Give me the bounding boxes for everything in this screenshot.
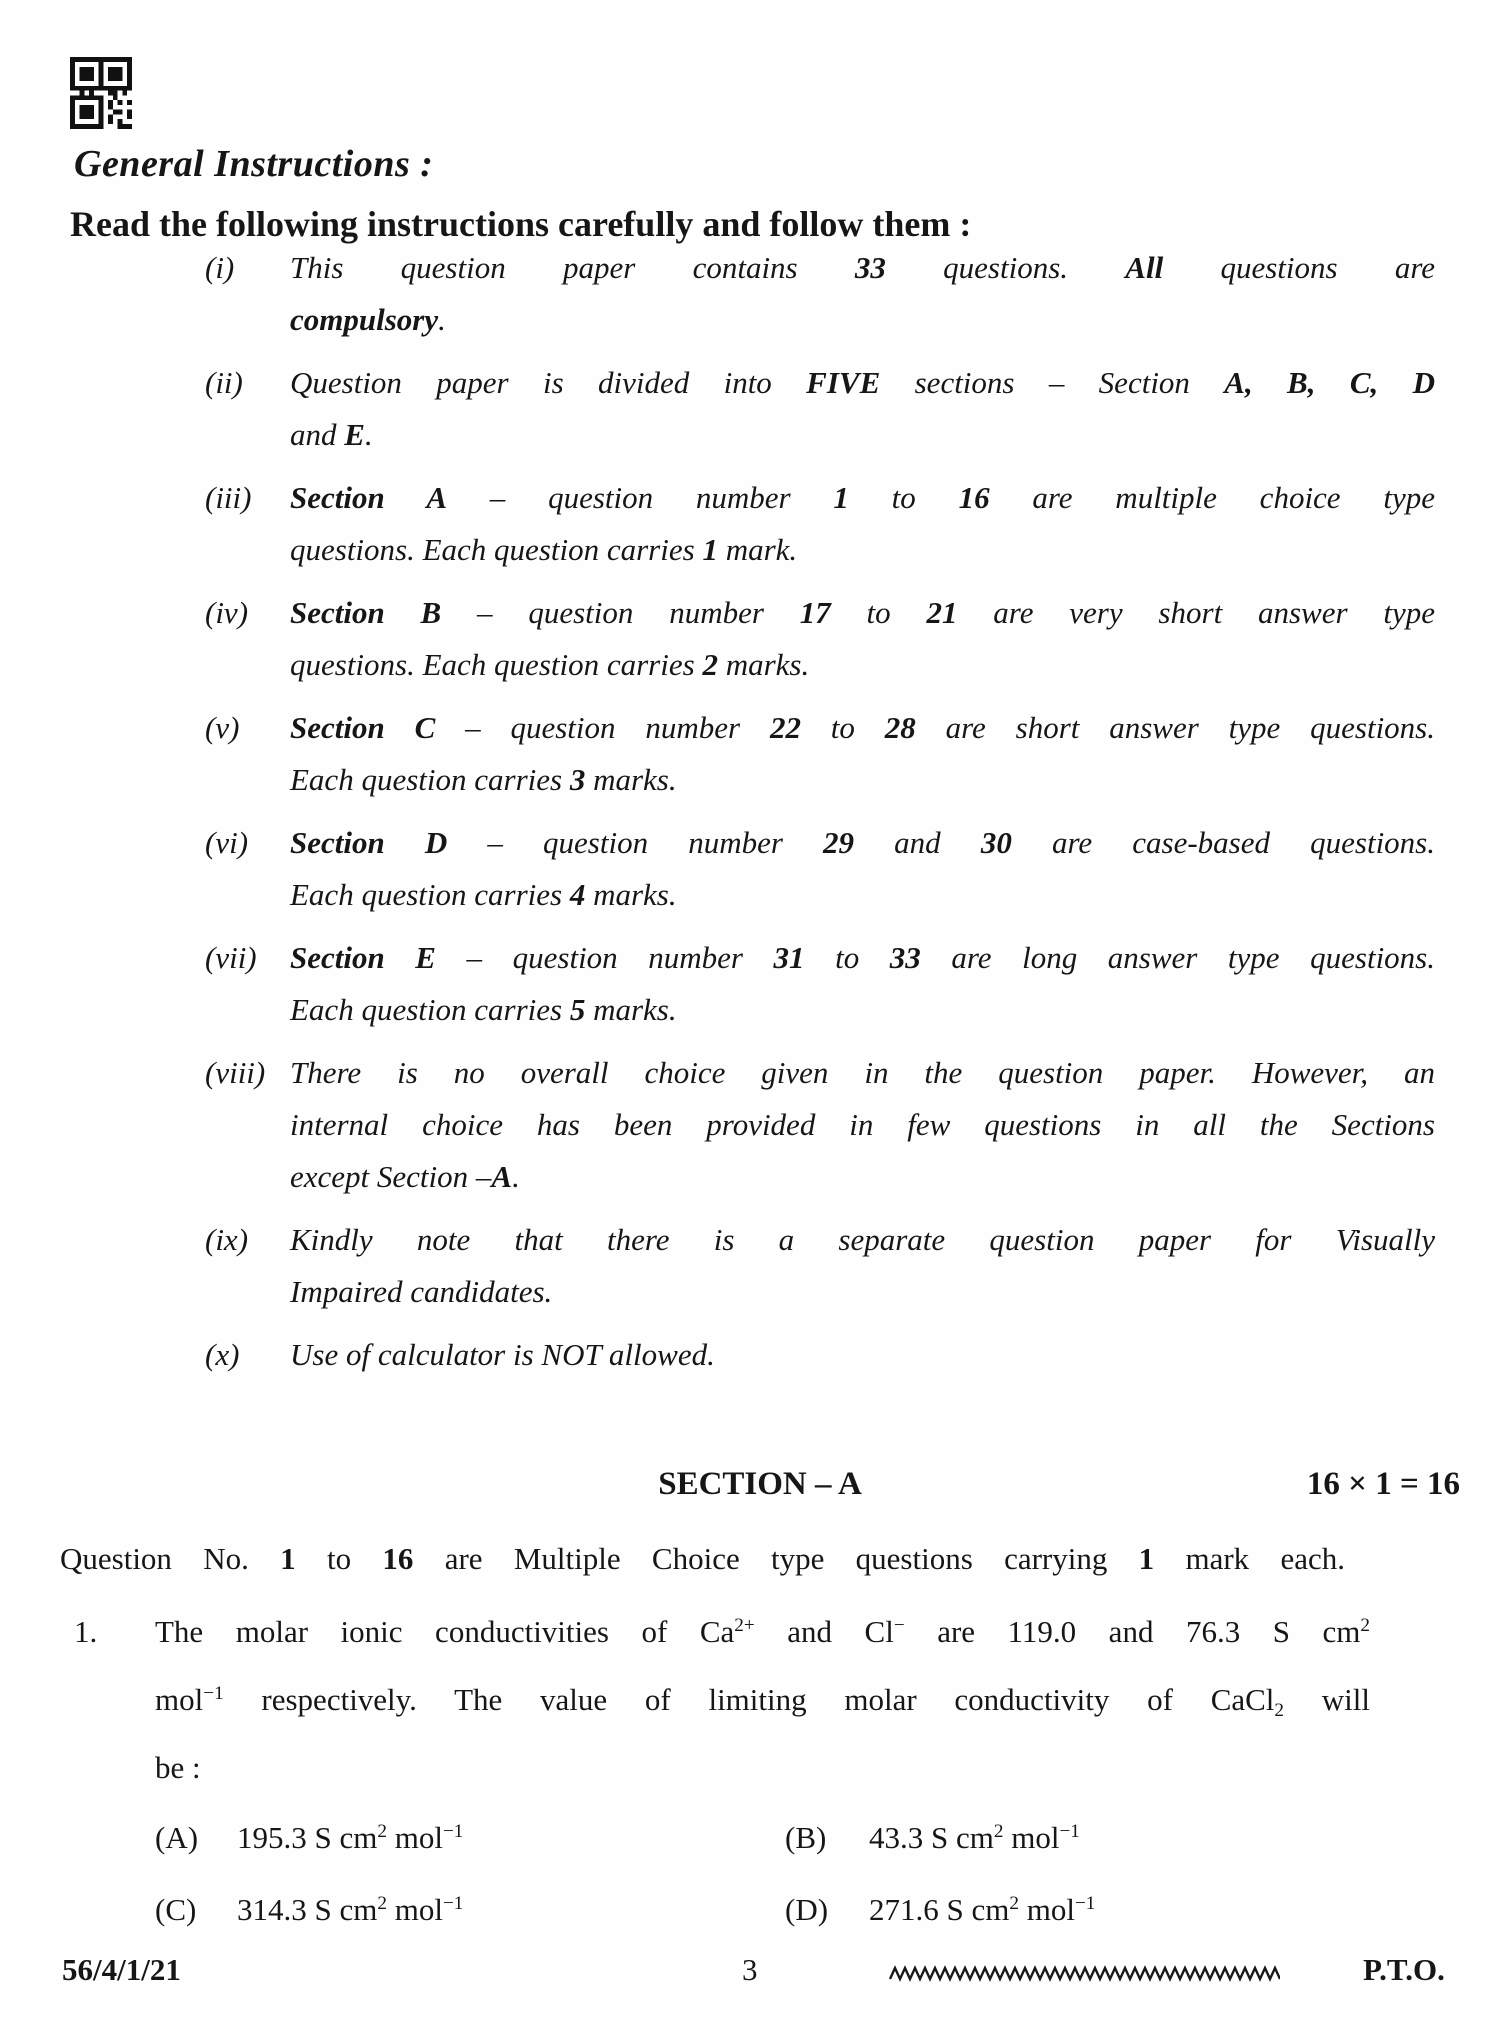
instruction-text: Section E – question number 31 to 33 are long answer type questions. Each question carries 5 marks. (290, 940, 1435, 1027)
qr-code-icon (70, 54, 132, 132)
instruction-number: (ii) (205, 365, 243, 400)
option-c-value: 314.3 S $cm^2$ mol$^{-1}$ (237, 1892, 464, 1927)
option-a-label: (A) (155, 1820, 199, 1855)
instruction-item-i (205, 242, 1435, 346)
instruction-item-vii (205, 932, 1435, 1036)
option-c-label: (C) (155, 1892, 197, 1927)
instruction-item-viii (205, 1047, 1435, 1203)
instruction-text: Section A – question number 1 to 16 are multiple choice type questions. Each question carries 1 mark. (290, 480, 1435, 567)
instruction-text: Kindly note that there is a separate question paper for Visually Impaired candidates. (290, 1222, 1435, 1309)
zigzag-line-icon (888, 1958, 1280, 1994)
question-number: 1. (74, 1614, 98, 1649)
section-a-header (60, 1466, 1460, 1510)
instruction-number: (x) (205, 1337, 240, 1372)
instruction-item-iii (205, 472, 1435, 576)
instruction-item-iv (205, 587, 1435, 691)
instruction-number: (vii) (205, 940, 257, 975)
instruction-text: This question paper contains 33 questions. All questions are compulsory. (290, 250, 1435, 337)
options-grid (155, 1816, 1395, 1932)
option-b-value: 43.3 S $cm^2$ mol$^{-1}$ (869, 1820, 1080, 1855)
instruction-item-v (205, 702, 1435, 806)
instruction-text: Use of calculator is NOT allowed. (290, 1337, 715, 1372)
option-b-label: (B) (785, 1820, 827, 1855)
general-instructions-title: General Instructions : (74, 143, 434, 185)
instruction-number: (ix) (205, 1222, 249, 1257)
option-d-label: (D) (785, 1892, 829, 1927)
instruction-number: (iv) (205, 595, 249, 630)
instruction-item-ii (205, 357, 1435, 461)
option-a-value: 195.3 S $cm^2$ mol$^{-1}$ (237, 1820, 464, 1855)
instructions-list (205, 242, 1435, 1392)
instruction-text: Section B – question number 17 to 21 are very short answer type questions. Each question carries 2 marks. (290, 595, 1435, 682)
instruction-number: (i) (205, 250, 235, 285)
option-d-value: 271.6 S $cm^2$ mol$^{-1}$ (869, 1892, 1096, 1927)
instruction-text: Question paper is divided into FIVE sections – Section A, B, C, D and E. (290, 365, 1435, 452)
paper-code: 56/4/1/21 (62, 1952, 181, 1987)
instruction-text: There is no overall choice given in the question paper. However, an internal choice has been provided in few questions in all the Sections except Section –A. (290, 1055, 1435, 1194)
instruction-item-x (205, 1329, 1435, 1381)
instruction-number: (viii) (205, 1055, 266, 1090)
section-a-intro: Question No. 1 to 16 are Multiple Choice type questions carrying 1 mark each. (60, 1541, 1345, 1576)
instructions-subtitle: Read the following instructions carefully and follow them : (70, 204, 972, 244)
instruction-number: (iii) (205, 480, 252, 515)
pto-label: P.T.O. (1363, 1952, 1445, 1987)
instruction-item-vi (205, 817, 1435, 921)
page-footer (0, 1948, 1505, 2008)
section-a-heading: SECTION – A (658, 1466, 862, 1502)
instruction-item-ix (205, 1214, 1435, 1318)
instruction-text: Section D – question number 29 and 30 are case-based questions. Each question carries 4 marks. (290, 825, 1435, 912)
section-a-marks: 16 × 1 = 16 (1306, 1466, 1460, 1502)
page-number: 3 (742, 1952, 758, 1987)
instruction-text: Section C – question number 22 to 28 are short answer type questions. Each question carries 3 marks. (290, 710, 1435, 797)
instruction-number: (vi) (205, 825, 249, 860)
instruction-number: (v) (205, 710, 240, 745)
question-text: The molar ionic conductivities of $Ca^{2+}$ and Cl− are 119.0 and 76.3 S $cm^2$ mol$^{-1}$ respectively. The value of limiting molar conductivity of CaCl$_2$ will be : (155, 1614, 1370, 1785)
